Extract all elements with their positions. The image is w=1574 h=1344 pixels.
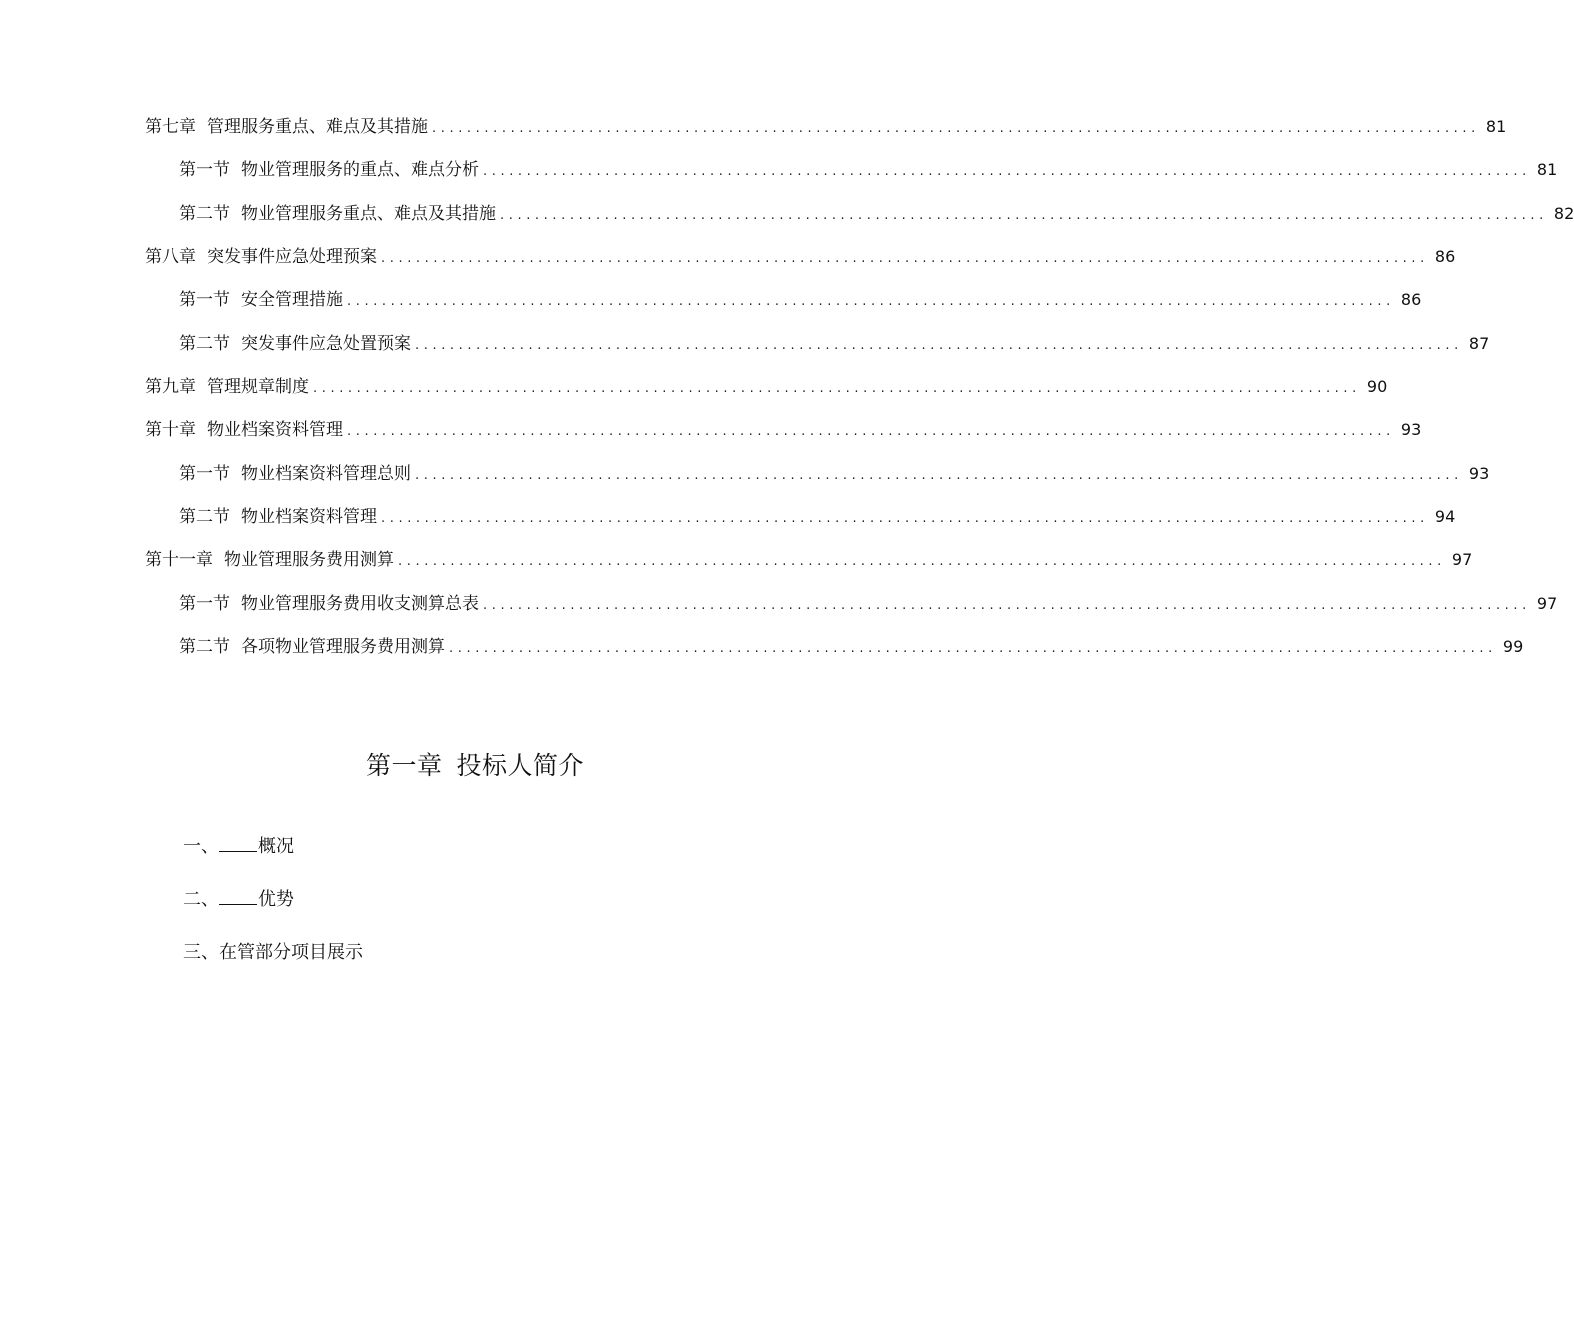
intro-item-text: 在管部分项目展示 <box>219 942 363 963</box>
toc-leader-dots: ........................................................................................................................ <box>483 164 1531 179</box>
toc-entry-number: 第十章 <box>145 420 196 440</box>
intro-item-text: 优势 <box>258 889 294 910</box>
intro-item-overview <box>183 833 294 861</box>
chapter-heading <box>0 748 950 784</box>
toc-entry-chapter-11[interactable] <box>145 545 1473 575</box>
toc-entry-number: 第七章 <box>145 117 196 137</box>
toc-entry-title: 物业管理服务费用测算 <box>224 550 394 570</box>
toc-entry-section[interactable] <box>179 502 1456 532</box>
chapter-number: 第一章 <box>365 751 443 780</box>
toc-entry-chapter-8[interactable] <box>145 242 1456 272</box>
toc-entry-number: 第八章 <box>145 247 196 267</box>
toc-entry-number: 第九章 <box>145 377 196 397</box>
toc-entry-page: 87 <box>1468 334 1490 353</box>
toc-entry-number: 第十一章 <box>145 550 213 570</box>
toc-entry-label <box>179 502 377 532</box>
toc-entry-chapter-9[interactable] <box>145 372 1388 402</box>
intro-item-text: 概况 <box>258 836 294 857</box>
toc-entry-chapter-7[interactable] <box>145 112 1507 142</box>
toc-entry-page: 99 <box>1502 637 1524 656</box>
toc-entry-number: 第一节 <box>179 160 230 180</box>
toc-entry-title: 各项物业管理服务费用测算 <box>241 637 445 657</box>
toc-entry-label <box>179 589 479 619</box>
toc-entry-page: 97 <box>1536 594 1558 613</box>
toc-leader-dots: ........................................................................................................................ <box>415 468 1463 483</box>
toc-entry-title: 物业管理服务费用收支测算总表 <box>241 594 479 614</box>
toc-entry-page: 93 <box>1400 420 1422 439</box>
intro-item-prefix: 一、 <box>183 836 219 857</box>
intro-item-prefix: 二、 <box>183 889 219 910</box>
toc-entry-section[interactable] <box>179 632 1524 662</box>
toc-entry-page: 86 <box>1400 290 1422 309</box>
toc-entry-label <box>179 632 445 662</box>
toc-entry-title: 管理规章制度 <box>207 377 309 397</box>
toc-entry-chapter-10[interactable] <box>145 415 1422 445</box>
toc-entry-number: 第二节 <box>179 637 230 657</box>
toc-entry-title: 物业档案资料管理 <box>241 507 377 527</box>
toc-entry-number: 第一节 <box>179 464 230 484</box>
toc-entry-section[interactable] <box>179 285 1422 315</box>
toc-entry-section[interactable] <box>179 459 1490 489</box>
toc-leader-dots: ........................................................................................................................ <box>415 338 1463 353</box>
toc-entry-section[interactable] <box>179 155 1558 185</box>
toc-entry-page: 81 <box>1485 117 1507 136</box>
toc-leader-dots: ........................................................................................................................ <box>381 511 1429 526</box>
toc-entry-label <box>145 415 343 445</box>
toc-entry-title: 物业档案资料管理总则 <box>241 464 411 484</box>
toc-entry-number: 第一节 <box>179 290 230 310</box>
toc-entry-page: 81 <box>1536 160 1558 179</box>
toc-entry-title: 突发事件应急处理预案 <box>207 247 377 267</box>
toc-leader-dots: ........................................................................................................................ <box>449 641 1497 656</box>
toc-entry-label <box>145 242 377 272</box>
toc-entry-label <box>179 285 343 315</box>
toc-leader-dots: ........................................................................................................................ <box>483 598 1531 613</box>
fill-in-blank <box>219 888 257 905</box>
chapter-title: 投标人简介 <box>456 751 585 780</box>
toc-entry-label <box>145 545 394 575</box>
toc-entry-page: 90 <box>1366 377 1388 396</box>
intro-item-prefix: 三、 <box>183 942 219 963</box>
toc-entry-label <box>179 155 479 185</box>
fill-in-blank <box>219 835 257 852</box>
toc-entry-number: 第一节 <box>179 594 230 614</box>
toc-entry-label <box>145 112 428 142</box>
toc-entry-label <box>179 199 496 229</box>
toc-entry-number: 第二节 <box>179 507 230 527</box>
toc-leader-dots: ........................................................................................................................ <box>347 294 1395 309</box>
toc-entry-section[interactable] <box>179 589 1558 619</box>
toc-entry-title: 物业管理服务重点、难点及其措施 <box>241 204 496 224</box>
toc-leader-dots: ........................................................................................................................ <box>313 381 1361 396</box>
toc-leader-dots: ........................................................................................................................ <box>398 554 1446 569</box>
toc-entry-number: 第二节 <box>179 204 230 224</box>
toc-entry-label <box>179 459 411 489</box>
toc-entry-title: 突发事件应急处置预案 <box>241 334 411 354</box>
toc-leader-dots: ........................................................................................................................ <box>432 121 1480 136</box>
toc-leader-dots: ........................................................................................................................ <box>381 251 1429 266</box>
toc-entry-number: 第二节 <box>179 334 230 354</box>
toc-entry-section[interactable] <box>179 329 1490 359</box>
toc-leader-dots: ........................................................................................................................ <box>500 208 1548 223</box>
toc-entry-page: 93 <box>1468 464 1490 483</box>
toc-entry-title: 安全管理措施 <box>241 290 343 310</box>
intro-item-advantages <box>183 886 294 914</box>
toc-entry-label <box>179 329 411 359</box>
toc-entry-page: 97 <box>1451 550 1473 569</box>
toc-entry-page: 94 <box>1434 507 1456 526</box>
toc-leader-dots: ........................................................................................................................ <box>347 424 1395 439</box>
toc-entry-label <box>145 372 309 402</box>
toc-entry-title: 物业管理服务的重点、难点分析 <box>241 160 479 180</box>
toc-entry-section[interactable] <box>179 199 1574 229</box>
toc-entry-title: 物业档案资料管理 <box>207 420 343 440</box>
intro-item-projects <box>183 939 363 967</box>
toc-entry-page: 82 <box>1553 204 1574 223</box>
toc-entry-page: 86 <box>1434 247 1456 266</box>
toc-entry-title: 管理服务重点、难点及其措施 <box>207 117 428 137</box>
